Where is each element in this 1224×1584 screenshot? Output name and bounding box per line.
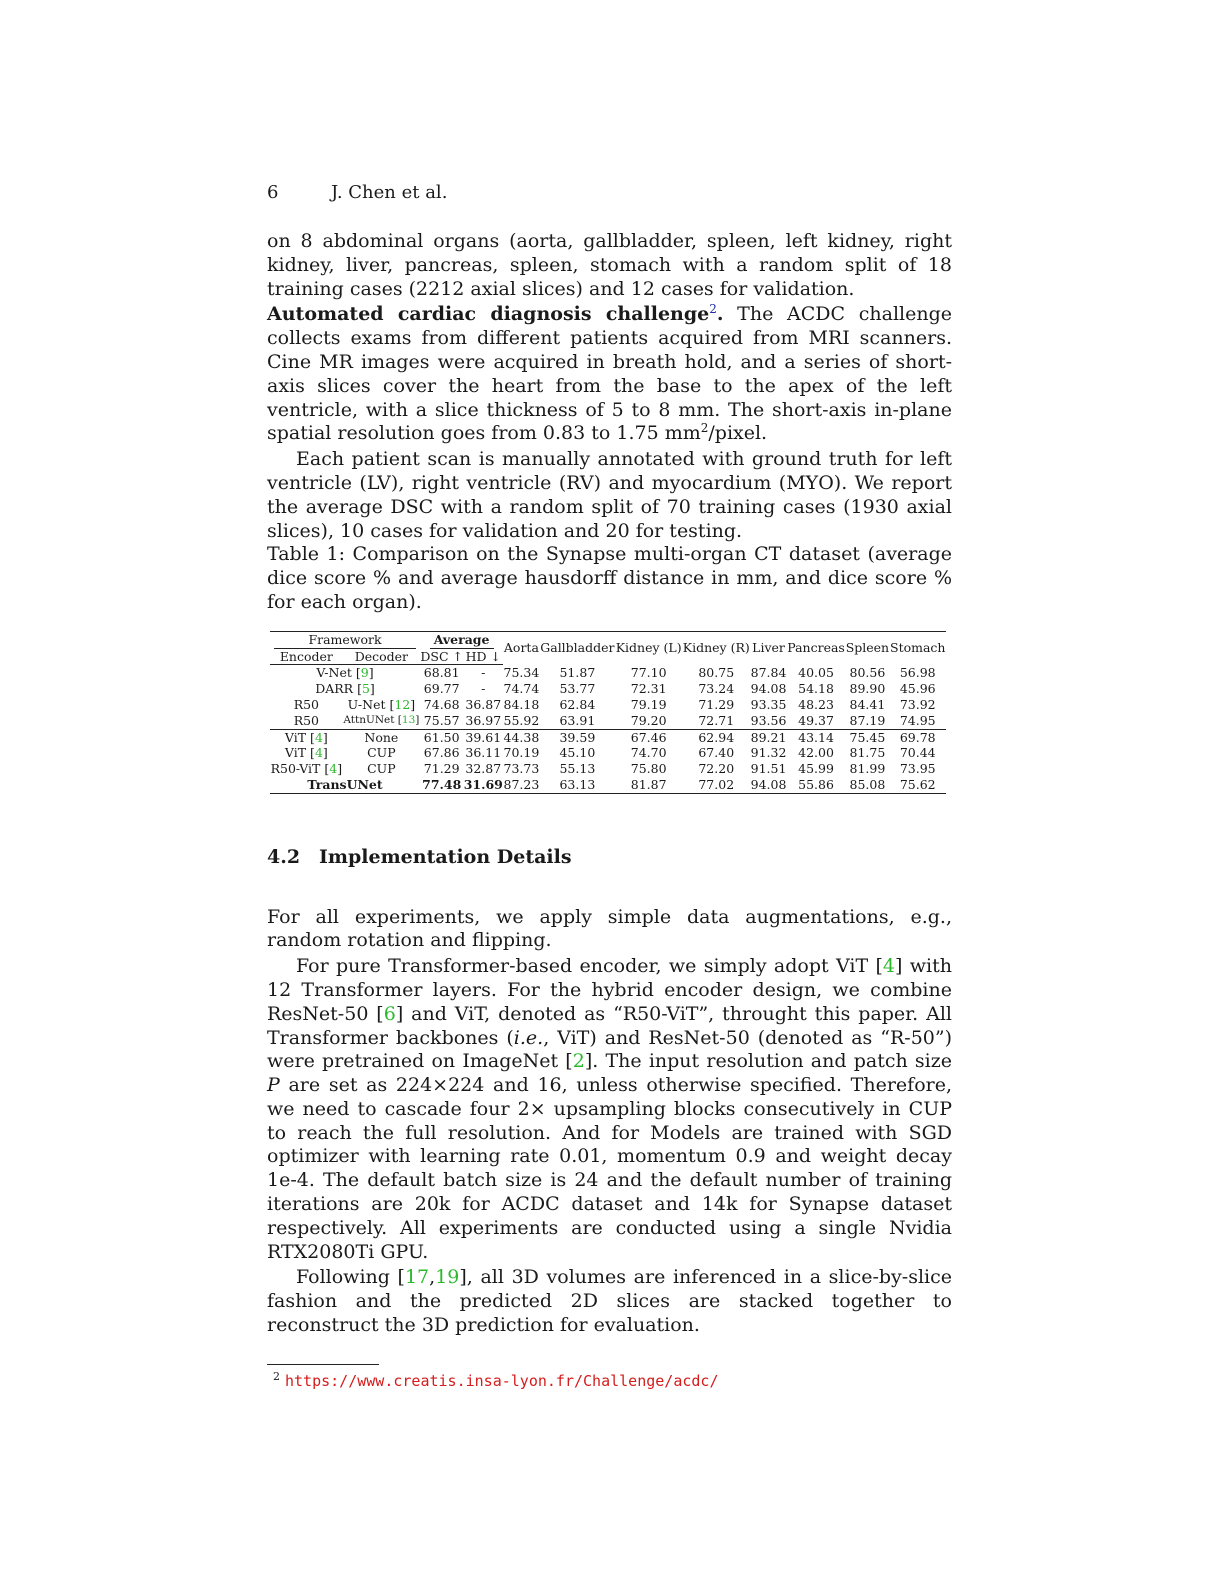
col-hd: HD ↓ [463,649,503,665]
running-title: J. Chen et al. [331,182,448,203]
col-organ: Aorta [503,631,539,665]
table-row: V-Net [9] 68.81 - 75.34 51.87 77.10 80.75 87.84 40.05 80.56 56.98 [316,665,936,681]
table-row: R50-ViT [4] CUP 71.29 32.87 73.73 55.13 75.80 72.20 91.51 45.99 81.99 73.95 [270,761,936,777]
table-row-ours: TransUNet 77.48 31.69 87.23 63.13 81.87 77.02 94.08 55.86 85.08 75.62 [270,777,946,793]
citation-link[interactable]: 4 [314,729,323,745]
results-table [270,631,946,794]
footnote-url-link[interactable]: https://www.creatis.insa-lyon.fr/Challenge/acdc/ [285,1371,719,1390]
col-organ: Kidney (R) [682,631,750,665]
page-number: 6 [267,182,279,203]
citation-link[interactable]: 5 [361,681,370,697]
citation-link[interactable]: 12 [394,696,411,712]
citation-link[interactable]: 4 [314,745,323,761]
page-content [267,230,952,1394]
paragraph-inference: Following [17,19], all 3D volumes are inferenced in a slice-by-slice fashion and the predicted 2D slices are stacked together to reconstruct the 3D prediction for evaluation. [267,1266,952,1337]
paragraph-datasets: on 8 abdominal organs (aorta, gallbladder, spleen, left kidney, right kidney, liver, pancreas, spleen, stomach with a random split of 18 training cases (2212 axial slices) and 12 cases for validation. [267,230,952,300]
table-caption: Table 1: Comparison on the Synapse multi-organ CT dataset (average dice score % and average hausdorff distance in mm, and dice score % for each organ). [267,543,952,613]
col-organ: Stomach [890,631,947,665]
citation-link[interactable]: 9 [360,665,369,681]
table-row: ViT [4] None 61.50 39.61 44.38 39.59 67.46 62.94 89.21 43.14 75.45 69.78 [270,729,946,745]
col-organ: Kidney (L) [615,631,682,665]
running-header [267,182,951,203]
col-organ: Pancreas [787,631,846,665]
footnote-ref[interactable]: 2 [709,302,717,317]
col-organ: Liver [750,631,786,665]
citation-link[interactable]: 6 [383,1002,396,1025]
col-encoder: Encoder [270,649,343,665]
col-dsc: DSC ↑ [420,648,463,664]
citation-link[interactable]: 13 [401,713,416,726]
acdc-heading: Automated cardiac diagnosis challenge [267,303,710,326]
citation-link[interactable]: 19 [435,1266,460,1289]
section-heading [267,846,952,870]
section-title: Implementation Details [319,845,572,868]
table-row: R50 AttnUNet [13] 75.57 36.97 55.92 63.91 79.20 72.71 93.56 49.37 87.19 74.95 [293,712,936,728]
citation-link[interactable]: 2 [572,1050,585,1073]
paragraph-augmentation: For all experiments, we apply simple data augmentations, e.g., random rotation and flipping. [267,905,952,952]
section-number: 4.2 [267,845,301,868]
col-group-average: Average [420,631,503,648]
citation-link[interactable]: 4 [882,955,895,978]
footnote-rule [267,1364,379,1365]
footnote-mark: 2 [273,1369,280,1383]
table-row: DARR [5] 69.77 - 74.74 53.77 72.31 73.24 94.08 54.18 89.90 45.96 [315,681,936,697]
paragraph-encoder: For pure Transformer-based encoder, we simply adopt ViT [4] with 12 Transformer layers. For the hybrid encoder design, we combine ResNet-50 [6] and ViT, denoted as “R50-ViT”, throught this paper. All Transformer backbones (i.e., ViT) and ResNet-50 (denoted as “R-50”) were pretrained on ImageNet [2]. The input resolution and patch size P are set as 224×224 and 16, unless otherwise specified. Therefore, we need to cascade four 2× upsampling blocks consecutively in CUP to reach the full resolution. And for Models are trained with SGD optimizer with learning rate 0.01, momentum 0.9 and weight decay 1e-4. The default batch size is 24 and the default number of training iterations are 20k for ACDC dataset and 14k for Synapse dataset respectively. All experiments are conducted using a single Nvidia RTX2080Ti GPU. [267,955,953,1263]
citation-link[interactable]: 4 [329,761,338,777]
col-organ: Spleen [845,631,889,665]
col-group-framework: Framework [270,631,420,648]
col-decoder: Decoder [343,649,420,665]
table-row: R50 U-Net [12] 74.68 36.87 84.18 62.84 79.19 71.29 93.35 48.23 84.41 73.92 [293,696,936,712]
col-organ: Gallbladder [540,631,616,665]
footnote [267,1364,952,1394]
paragraph-acdc: Automated cardiac diagnosis challenge$^2$. The ACDC challenge collects exams from different patients acquired from MRI scanners. Cine MR images were acquired in breath hold, and a series of short-axis slices cover the heart from the base to the apex of the left ventricle, with a slice thickness of 5 to 8 mm. The short-axis in-plane spatial resolution goes from 0.83 to 1.75 $mm^2$/pixel. [267,302,952,445]
paragraph-annotation: Each patient scan is manually annotated with ground truth for left ventricle (LV), right ventricle (RV) and myocardium (MYO). We report the average DSC with a random split of 70 training cases (1930 axial slices), 10 cases for validation and 20 for testing. [267,448,952,542]
citation-link[interactable]: 17 [404,1266,430,1289]
table-row: ViT [4] CUP 67.86 36.11 70.19 45.10 74.70 67.40 91.32 42.00 81.75 70.44 [284,745,936,761]
